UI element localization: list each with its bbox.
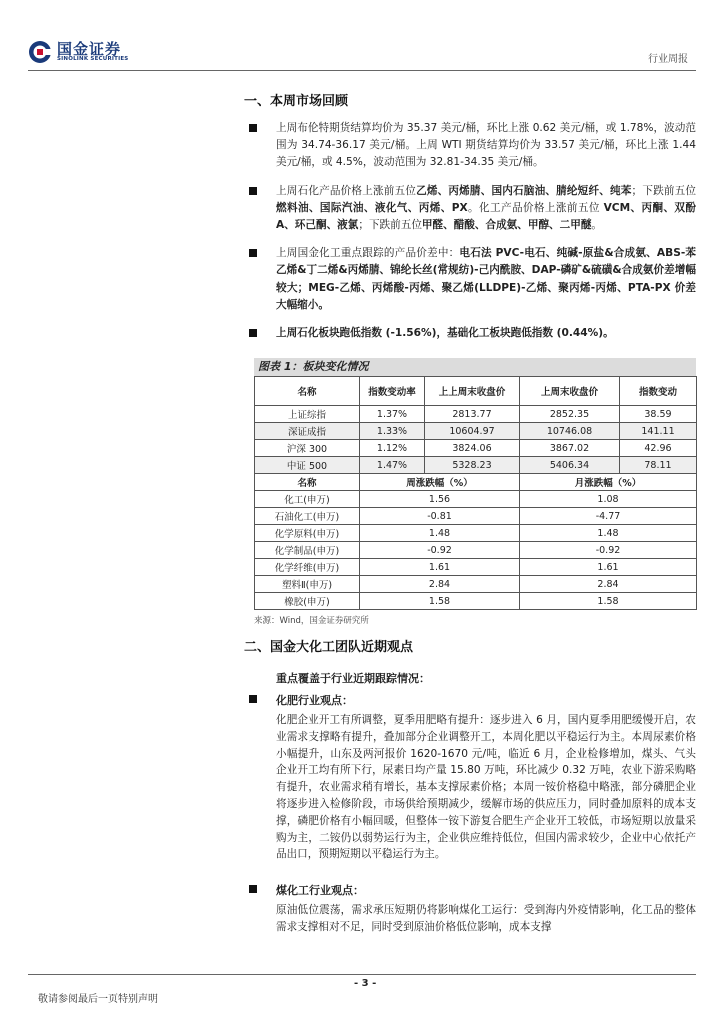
table-cell: 2852.35 [520, 406, 620, 423]
sector-change-table [254, 376, 697, 610]
review-bullet: 上周国金化工重点跟踪的产品价差中：电石法 PVC-电石、纯碱-原盐&合成氨、ABS-苯乙烯&丁二烯&丙烯腈、锦纶长丝(常规纺)-己内酰胺、DAP-磷矿&硫磺&合成氨价差增幅较大；MEG-乙烯、丙烯酸-丙烯、聚乙烯(LLDPE)-乙烯、聚丙烯-丙烯、PTA-PX 价差大幅缩小。 [246, 245, 696, 314]
table-header-cell: 指数变动率 [360, 377, 425, 406]
sinolink-logo-icon [28, 40, 52, 64]
table-header-cell: 名称 [255, 474, 360, 491]
table-cell: 5406.34 [520, 457, 620, 474]
table-cell: 橡胶(申万) [255, 593, 360, 610]
table-cell: 化学纤维(申万) [255, 559, 360, 576]
review-bullet: 上周石化产品价格上涨前五位乙烯、丙烯腈、国内石脑油、腈纶短纤、纯苯；下跌前五位燃料油、国际汽油、液化气、丙烯、PX。化工产品价格上涨前五位 VCM、丙酮、双酚 A、环己酮、液氯；下跌前五位甲醛、醋酸、合成氨、甲醇、二甲醚。 [246, 183, 696, 235]
review-bullet: 上周布伦特期货结算均价为 35.37 美元/桶，环比上涨 0.62 美元/桶，或 1.78%，波动范围为 34.74-36.17 美元/桶。上周 WTI 期货结算均价为 33.57 美元/桶，环比上涨 1.44 美元/桶，或 4.5%，波动范围为 32.81-34.35 美元/桶。 [246, 120, 696, 172]
header-divider [28, 70, 696, 71]
table-row [255, 406, 697, 423]
review-bullet: 上周石化板块跑低指数 (-1.56%)，基础化工板块跑低指数 (0.44%)。 [246, 325, 696, 342]
coal-chem-paragraph: 原油低位震荡，需求承压短期仍将影响煤化工运行：受到海内外疫情影响，化工品的整体需求支撑相对不足，同时受到原油价格低位影响，成本支撑 [276, 904, 696, 933]
table-cell: 1.61 [520, 559, 697, 576]
table-cell: 塑料Ⅱ(申万) [255, 576, 360, 593]
bullet-square-icon [249, 187, 257, 195]
table-header-cell: 上上周末收盘价 [425, 377, 520, 406]
table-header-cell: 月涨跌幅（%） [520, 474, 697, 491]
table-cell: 3824.06 [425, 440, 520, 457]
table-cell: 1.37% [360, 406, 425, 423]
table-header-cell: 上周末收盘价 [520, 377, 620, 406]
table-cell: 38.59 [620, 406, 697, 423]
table-header-row [255, 377, 697, 406]
table-cell: 3867.02 [520, 440, 620, 457]
table-header-cell: 周涨跌幅（%） [360, 474, 520, 491]
table-row [255, 440, 697, 457]
table-cell: 1.58 [520, 593, 697, 610]
table-cell: 1.58 [360, 593, 520, 610]
table-cell: 1.48 [360, 525, 520, 542]
table-cell: 1.33% [360, 423, 425, 440]
table-header-row [255, 474, 697, 491]
market-review-bullets [246, 120, 696, 353]
figure-1-title: 图表 1：板块变化情况 [254, 358, 696, 376]
table-cell: -0.81 [360, 508, 520, 525]
table-cell: 1.12% [360, 440, 425, 457]
disclaimer-note: 敬请参阅最后一页特别声明 [38, 994, 158, 1005]
table-row [255, 457, 697, 474]
table-cell: 沪深 300 [255, 440, 360, 457]
table-row [255, 508, 697, 525]
table-row [255, 593, 697, 610]
table-cell: -4.77 [520, 508, 697, 525]
table-cell: 化学制品(申万) [255, 542, 360, 559]
table-cell: 石油化工(申万) [255, 508, 360, 525]
bullet-square-icon [249, 329, 257, 337]
table-row [255, 559, 697, 576]
section-1-title: 一、本周市场回顾 [244, 94, 349, 109]
table-cell: 10604.97 [425, 423, 520, 440]
table-cell: 10746.08 [520, 423, 620, 440]
bullet-square-icon [249, 885, 257, 893]
table-cell: 1.61 [360, 559, 520, 576]
table-cell: 深证成指 [255, 423, 360, 440]
table-cell: 1.47% [360, 457, 425, 474]
coal-chem-label: 煤化工行业观点： [276, 884, 364, 897]
footer-divider [28, 974, 696, 975]
bullet-square-icon [249, 124, 257, 132]
bullet-square-icon [249, 249, 257, 257]
report-type-label: 行业周报 [648, 54, 688, 65]
table-cell: 1.48 [520, 525, 697, 542]
table-cell: 1.08 [520, 491, 697, 508]
page-number: - 3 - [354, 978, 377, 989]
fertilizer-paragraph: 化肥企业开工有所调整，夏季用肥略有提升：逐步进入 6 月，国内夏季用肥缓慢开启，农业需求支撑略有提升，叠加部分企业调整开工，本周化肥以平稳运行为主。本周尿素价格小幅提升，山东及两河报价 1620-1670 元/吨，临近 6 月，企业检修增加，煤头、气头企业开工均有所下行，尿素日均产量 15.80 万吨，环比减少 0.32 万吨，农业下游采购略有提升，农业需求稍有增长，基本支撑尿素价格；本周一铵价格稳中略涨，部分磷肥企业将逐步进入检修阶段，市场供给预期减少，缓解市场的供应压力，同时叠加原料的成本支撑，磷肥价格有小幅回暖，但整体一铵下游复合肥生产企业开工较低，市场短期以放量采购为主，二铵仍以弱势运行为主，企业供应维持低位，但国内需求较少，企业中心依托产品出口，预期短期以平稳运行为主。 [276, 714, 696, 861]
bullet-square-icon [249, 695, 257, 703]
table-cell: 中证 500 [255, 457, 360, 474]
table-row [255, 491, 697, 508]
table-cell: 2.84 [360, 576, 520, 593]
table-cell: 1.56 [360, 491, 520, 508]
table-row [255, 542, 697, 559]
table-cell: 2.84 [520, 576, 697, 593]
table-cell: 5328.23 [425, 457, 520, 474]
table-source-note: 来源：Wind，国金证券研究所 [254, 616, 369, 626]
section-2-title: 二、国金大化工团队近期观点 [244, 640, 414, 655]
logo-name-en: SINOLINK SECURITIES [57, 56, 129, 62]
table-cell: -0.92 [520, 542, 697, 559]
table-row [255, 576, 697, 593]
table-cell: 化学原料(申万) [255, 525, 360, 542]
table-row [255, 423, 697, 440]
logo-name-cn: 国金证券 [57, 40, 122, 58]
coverage-subtitle: 重点覆盖于行业近期跟踪情况： [276, 672, 430, 685]
table-header-cell: 名称 [255, 377, 360, 406]
table-cell: 化工(申万) [255, 491, 360, 508]
table-row [255, 525, 697, 542]
fertilizer-label: 化肥行业观点： [276, 694, 353, 707]
table-cell: 42.96 [620, 440, 697, 457]
page-header [28, 36, 696, 66]
table-cell: 上证综指 [255, 406, 360, 423]
table-cell: 141.11 [620, 423, 697, 440]
table-header-cell: 指数变动 [620, 377, 697, 406]
table-cell: 2813.77 [425, 406, 520, 423]
table-cell: 78.11 [620, 457, 697, 474]
table-cell: -0.92 [360, 542, 520, 559]
